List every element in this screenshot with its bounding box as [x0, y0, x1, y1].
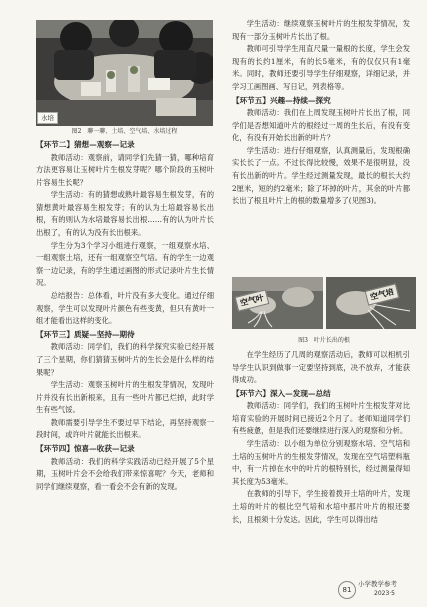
paragraph: 在学生经历了几周的观察活动后，教师可以相机引导学生认识到做事一定要坚持到底，决不放弃，才能获得成功。 — [232, 350, 410, 385]
paragraph: 教师活动：我们在上周发现玉树叶片长出了根，同学们是否想知道叶片的根经过一周的生长后，有没有变化，有没有开始长出新的叶片？ — [232, 108, 410, 143]
right-column-bottom — [232, 349, 410, 526]
air-culture-label: 空气培 — [365, 283, 400, 305]
section-heading: 【环节二】猜想—观察—记录 — [36, 140, 135, 149]
water-culture-tag: 水培 — [37, 112, 58, 124]
classroom-scene — [36, 20, 213, 126]
section-heading: 【环节三】质疑—坚持—期待 — [36, 329, 135, 339]
paragraph: 在教师的引导下，学生接着拨开土培的叶片，发现土培的叶片的根比空气培和水培中那片叶片的根还要长，且根须十分发达。因此，学生可以得出结 — [232, 489, 410, 524]
paragraph: 教师活动：同学们，我们的玉树叶片生根发芽对比培育实验的开展时间已接近2个月了。老师知道同学们有些疲惫，但是我们还要继续进行深入的观察和分析。 — [232, 401, 410, 436]
left-column — [36, 138, 214, 493]
paragraph: 教师可引导学生用直尺量一量根的长度，学生会发现有的长约1厘米，有的长5毫米，有的仅仅只有1毫米。同时，教师还要引导学生仔细观察，详细记录，并学习工画图画、写日记，列表格等。 — [232, 44, 410, 91]
paragraph: 学生活动：继续观察玉树叶片的生根发芽情况，发现有一部分玉树叶片长出了根。 — [232, 19, 410, 41]
paragraph: 学生活动：有的猜想或熟叶最容易生根发芽，有的猜想黄叶最容易生根发芽；有的认为土培最容易长出根，有的则认为水培最容易长出根……有的认为叶片长出根了，有的认为没有长出根来。 — [36, 190, 214, 238]
figure-3-caption: 图3 叶片长出的根 — [298, 337, 350, 344]
paragraph: 学生活动：观察玉树叶片的生根发芽情况，发现叶片并没有长出新根来，且有一些叶片都已烂掉，此时学生有些气馁。 — [36, 380, 214, 415]
figure-2-photo — [36, 20, 213, 126]
journal-issue: 2023·5 — [374, 590, 395, 597]
section-heading: 【环节四】惊喜—收获—记录 — [36, 444, 135, 454]
paragraph: 教师需要引导学生不要过早下结论，再坚持观察一段时间，或许叶片就能长出根来。 — [36, 417, 214, 440]
paragraph: 教师活动：我们的科学实践活动已经开展了5个星期，玉树叶片会不会给我们带来惊喜呢？今天，老师和同学们继续观察，看一看会不会有新的发现。 — [36, 456, 214, 491]
paragraph: 学生活动：进行仔细观察，认真测量后，发现根确实长长了一点。不过长得比较慢，效果不是很明显，没有长出新的叶片。学生经过测量发现，最长的根长大约2厘米，短的约2毫米；除了坏掉的叶片，其余的叶片都长出了根且叶片上的根的数量增多了(见图3)。 — [232, 145, 410, 206]
paragraph: 教师活动：观察前，请同学们先猜一猜，哪种培育方法更容易让玉树叶片生根发芽呢？哪个阶段的玉树叶片容易生长呢？ — [36, 152, 214, 187]
figure-2-caption: 图2 聊一聊、土培、空气培、水培过程 — [71, 128, 178, 135]
right-column-top — [232, 18, 410, 208]
paragraph: 总结报告：总体看，叶片没有多大变化。通过仔细观察，学生可以发现叶片颜色有些变黄，但只有黄叶一组才能看出这样的变化。 — [36, 291, 214, 326]
figure-3-photo-left — [232, 277, 323, 329]
page-footer — [338, 579, 418, 601]
figure-3-photo-right — [326, 277, 416, 329]
paragraph: 教师活动：同学们，我们的科学探究实验已经开展了三个星期，你们猜猜玉树叶片的生长会是什么样的结果呢？ — [36, 342, 214, 377]
air-leaf-label: 空气叶 — [235, 289, 270, 311]
journal-name: 小学教学参考 — [358, 580, 397, 588]
paragraph: 学生活动：以小组为单位分别观察水培、空气培和土培的玉树叶片的生根发芽情况，发现在空气培塑料瓶中，有一片掉在水中的叶片的根特别长，经过测量得知其长度为53毫米。 — [232, 439, 410, 486]
page-number: 81 — [338, 581, 356, 599]
section-heading: 【环节六】深入—发现—总结 — [232, 388, 331, 398]
paragraph: 学生分为3个学习小组进行观察，一组观察水培、一组观察土培，还有一组观察空气培。有的学生一边观察一边记录，有的学生通过画图的形式记录叶片生长情况。 — [36, 240, 214, 288]
section-heading: 【环节五】兴趣—持续—探究 — [232, 95, 331, 105]
